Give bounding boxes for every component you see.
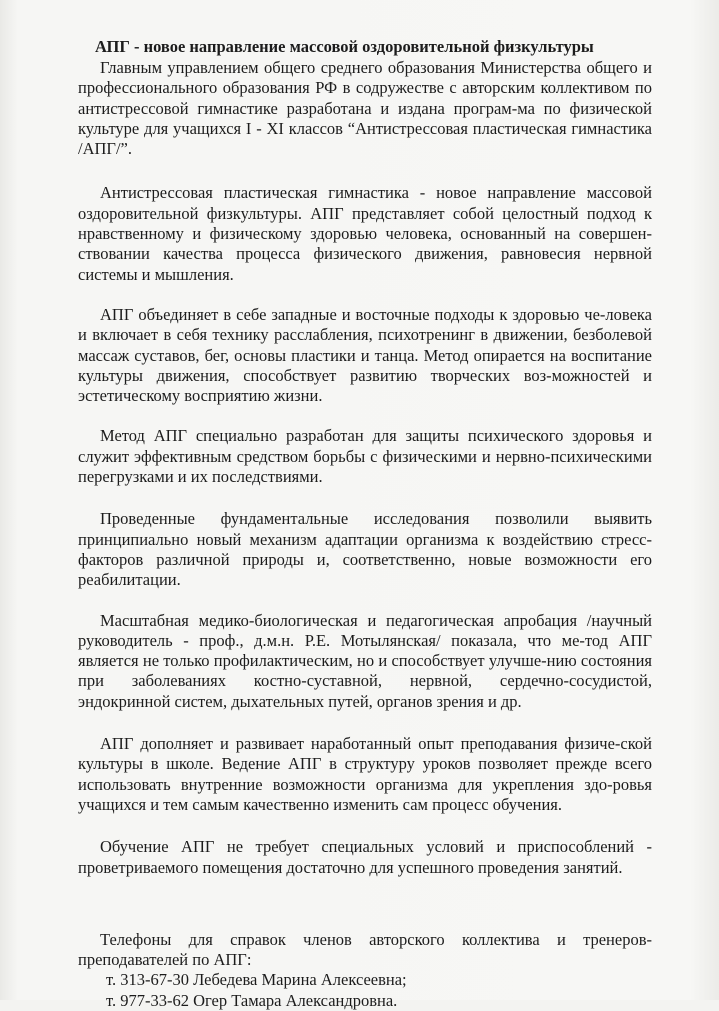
paragraph-6: Масштабная медико-биологическая и педагогическая апробация /научный руководитель - проф., д.м.н. Р.Е. Мотылянская/ показала, что ме-тод АПГ является не только профилактическим, но и способствует улучше-нию состояния при заболеваниях костно-суставной, нервной, сердечно-сосудистой, эндокринной систем, дыхательных путей, органов зрения и др. <box>78 610 652 711</box>
document-title: АПГ - новое направление массовой оздоровительной физкультуры <box>95 37 594 56</box>
paragraph-2: Антистрессовая пластическая гимнастика - новое направление массовой оздоровительной физкультуры. АПГ представляет собой целостный подход к нравственному и физическому здоровью человека, основанный на совершен-ствовании качества процесса физического движения, равновесия нервной системы и мышления. <box>78 183 652 284</box>
contacts-block <box>78 930 652 1011</box>
paragraph-7: АПГ дополняет и развивает наработанный опыт преподавания физиче-ской культуры в школе. Ведение АПГ в структуру уроков позволяет прежде всего использовать внутренние возможности организма для укрепления здо-ровья учащихся и тем самым качественно изменить сам процесс обучения. <box>78 734 652 814</box>
paragraphs <box>78 58 652 878</box>
contact-phone-1: т. 313-67-30 Лебедева Марина Алексеевна; <box>106 970 407 990</box>
contacts-lead: Телефоны для справок членов авторского коллектива и тренеров-преподавателей по АПГ: <box>78 929 652 970</box>
paragraph-1: Главным управлением общего среднего образования Министерства общего и профессионального образования РФ в содружестве с авторским коллективом по антистрессовой гимнастике разработана и издана програм-ма по физической культуре для учащихся I - XI классов “Антистрессовая пластическая гимнастика /АПГ/”. <box>78 58 652 159</box>
paragraph-8: Обучение АПГ не требует специальных условий и приспособлений - проветриваемого помещения достаточно для успешного проведения занятий. <box>78 837 652 877</box>
paragraph-3: АПГ объединяет в себе западные и восточные подходы к здоровью че-ловека и включает в себя технику расслабления, психотренинг в движении, безболевой массаж суставов, бег, основы пластики и танца. Метод опирается на воспитание культуры движения, способствует развитию творческих воз-можностей и эстетическому восприятию жизни. <box>78 304 652 406</box>
paragraph-5: Проведенные фундаментальные исследования позволили выявить принципиально новый механизм адаптации организма к воздействию стресс-факторов различной природы и, соответственно, новые возможности его реабилитации. <box>78 509 652 590</box>
paragraph-4: Метод АПГ специально разработан для защиты психического здоровья и служит эффективным средством борьбы с физическими и нервно-психическими перегрузками и их последствиями. <box>78 426 652 487</box>
document-body <box>78 36 652 1011</box>
contact-phone-2: т. 977-33-62 Огер Тамара Александровна. <box>106 990 398 1010</box>
